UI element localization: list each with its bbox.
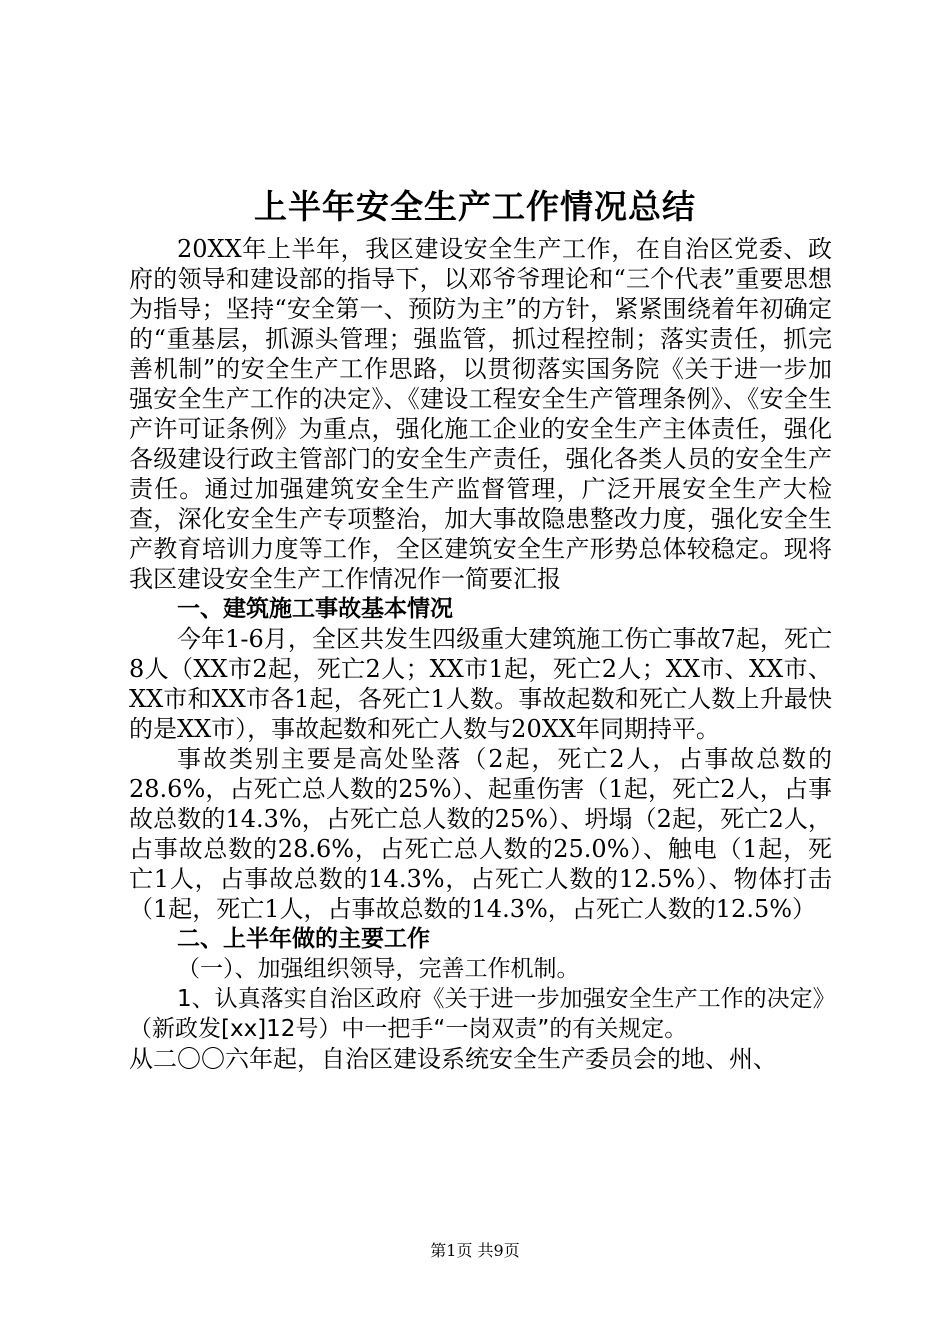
section-1-paragraph-2: 事故类别主要是高处坠落（2起，死亡2人，占事故总数的28.6%，占死亡总人数的25%）、起重伤害（1起，死亡2人，占事故总数的14.3%，占死亡总人数的25%）、坍塌（2起，死亡2人，占事故总数的28.6%，占死亡总人数的25.0%）、触电（1起，死亡1人，占事故总数的14.3%，占死亡人数的12.5%）、物体打击（1起，死亡1人，占事故总数的14.3%，占死亡人数的12.5%） xyxy=(129,745,832,923)
document-title: 上半年安全生产工作情况总结 xyxy=(254,187,696,226)
section-2-paragraph-1: 从二〇〇六年起，自治区建设系统安全生产委员会的地、州、 xyxy=(129,1045,777,1073)
section-1-heading: 一、建筑施工事故基本情况 xyxy=(177,596,453,622)
intro-paragraph: 20XX年上半年，我区建设安全生产工作，在自治区党委、政府的领导和建设部的指导下，以邓爷爷理论和“三个代表”重要思想为指导；坚持“安全第一、预防为主”的方针，紧紧围绕着年初确定的“重基层，抓源头管理；强监管，抓过程控制；落实责任，抓完善机制”的安全生产工作思路，以贯彻落实国务院《关于进一步加强安全生产工作的决定》、《建设工程安全生产管理条例》、《安全生产许可证条例》为重点，强化施工企业的安全生产主体责任，强化各级建设行政主管部门的安全生产责任，强化各类人员的安全生产责任。通过加强建筑安全生产监督管理，广泛开展安全生产大检查，深化安全生产专项整治，加大事故隐患整改力度，强化安全生产教育培训力度等工作，全区建筑安全生产形势总体较稳定。现将我区建设安全生产工作情况作一简要汇报 xyxy=(129,235,832,593)
section-2-item-1: 1、认真落实自治区政府《关于进一步加强安全生产工作的决定》（新政发[xx]12号）中一把手“一岗双责”的有关规定。 xyxy=(129,986,825,1042)
section-2-subheading-1: （一）、加强组织领导，完善工作机制。 xyxy=(177,956,580,982)
section-1-paragraph-1: 今年1-6月，全区共发生四级重大建筑施工伤亡事故7起，死亡8人（XX市2起，死亡2人；XX市1起，死亡2人；XX市、XX市、XX市和XX市各1起，各死亡1人数。事故起数和死亡人数上升最快的是XX市），事故起数和死亡人数与20XX年同期持平。 xyxy=(129,625,832,743)
page-footer: 第1页 共9页 xyxy=(430,1241,520,1260)
section-2-heading: 二、上半年做的主要工作 xyxy=(177,926,430,952)
document-body xyxy=(129,234,832,1074)
